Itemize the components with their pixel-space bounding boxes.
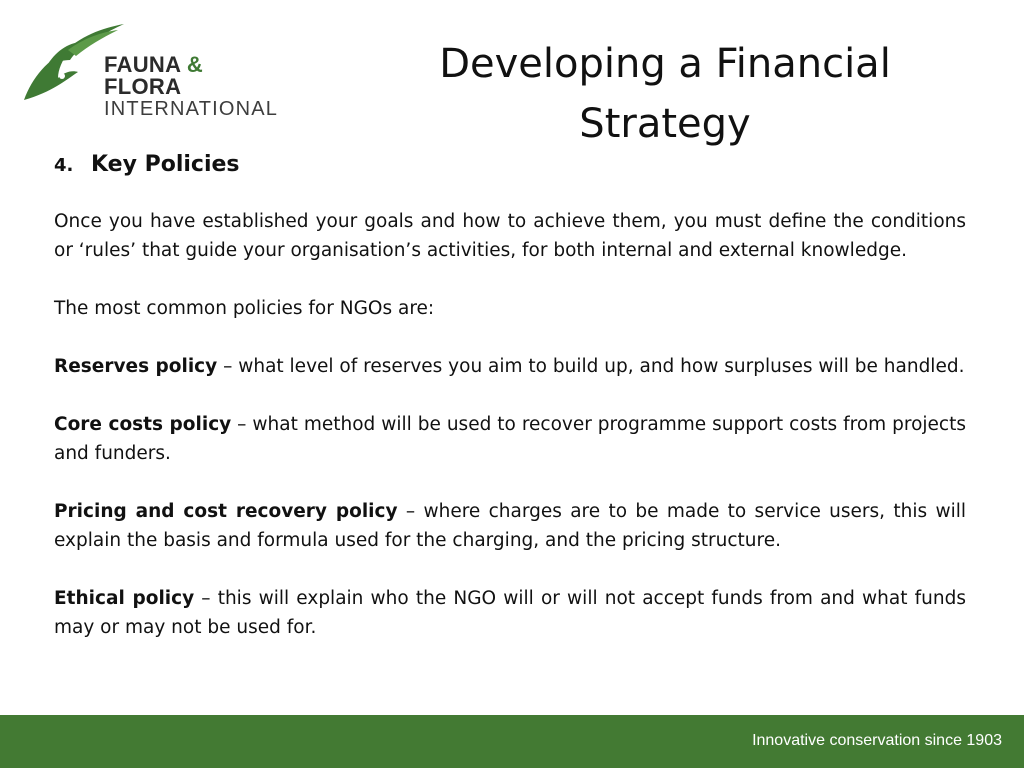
logo-wordmark	[104, 54, 278, 119]
logo-ampersand: &	[186, 52, 204, 77]
slide-title-line2: Strategy	[579, 101, 751, 147]
policy-description: – where charges are to be made to service users, this will explain the basis and formula used for the charging, and the pricing structure.	[54, 501, 967, 551]
slide-title-line1: Developing a Financial	[439, 41, 891, 87]
logo-word-fauna: FAUNA	[104, 52, 181, 77]
logo-line-fauna-flora	[104, 54, 278, 98]
logo-word-international: INTERNATIONAL	[104, 98, 279, 120]
policy-reserves	[54, 352, 966, 381]
fauna-flora-logo	[18, 20, 279, 120]
policy-pricing	[54, 497, 966, 555]
section-number: 4.	[54, 155, 74, 176]
policy-description: – this will explain who the NGO will or will not accept funds from and what funds may or may not be used for.	[54, 588, 966, 638]
policy-name: Core costs policy	[54, 414, 232, 435]
policy-ethical	[54, 584, 966, 642]
policy-name: Reserves policy	[54, 356, 218, 377]
policy-name: Ethical policy	[54, 588, 195, 609]
footer-tagline: Innovative conservation since 1903	[752, 732, 1002, 749]
section-heading-text: Key Policies	[91, 152, 240, 177]
intro-paragraph: Once you have established your goals and how to achieve them, you must define the conditions or ‘rules’ that guide your organisation’s activities, for both internal and external knowledge.	[54, 211, 966, 261]
policy-name: Pricing and cost recovery policy	[54, 501, 398, 522]
policy-description: – what level of reserves you aim to build up, and how surpluses will be handled.	[217, 356, 965, 377]
logo-word-flora: FLORA	[104, 74, 182, 99]
policy-description: – what method will be used to recover programme support costs from projects and funders.	[54, 414, 966, 464]
common-policies-lead: The most common policies for NGOs are:	[54, 298, 435, 319]
policy-core-costs	[54, 410, 966, 468]
slide-content	[54, 150, 966, 671]
slide-title	[390, 34, 940, 154]
footer-bar	[0, 715, 1024, 768]
section-heading	[54, 150, 966, 180]
